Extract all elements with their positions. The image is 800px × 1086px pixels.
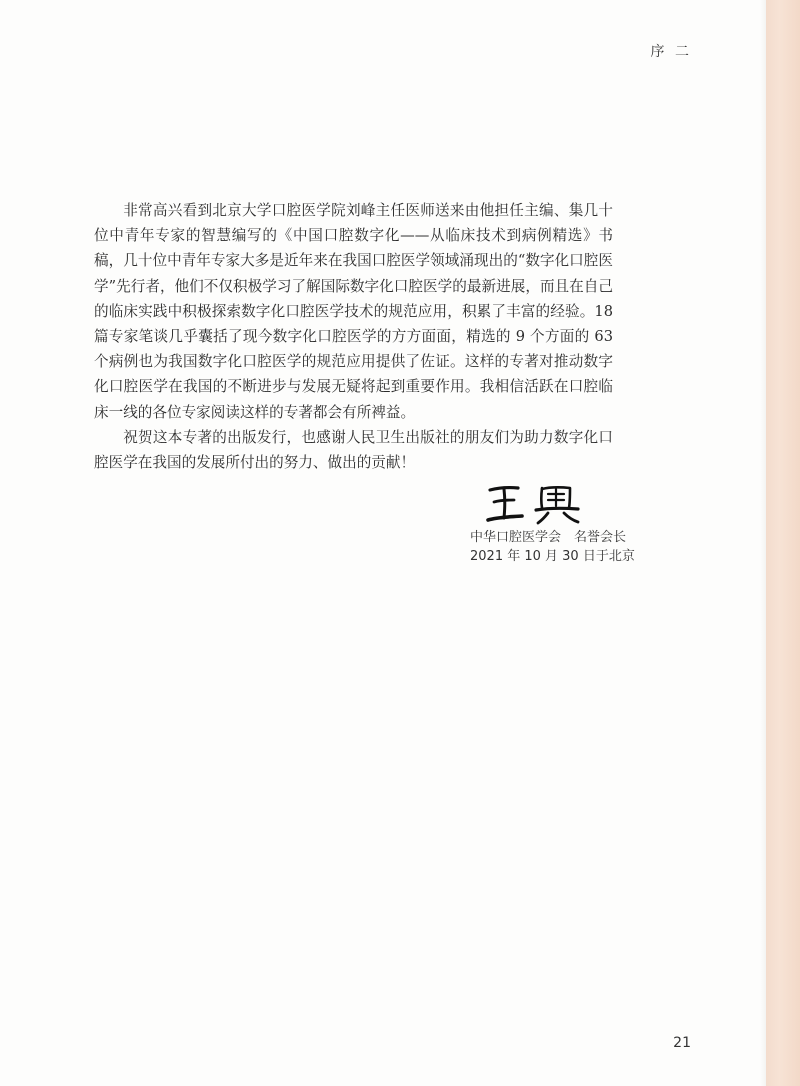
signature-date: 2021 年 10 月 30 日于北京 [470, 549, 635, 564]
paragraph-1: 非常高兴看到北京大学口腔医学院刘峰主任医师送来由他担任主编、集几十位中青年专家的智慧编写的《中国口腔数字化——从临床技术到病例精选》书稿，几十位中青年专家大多是近年来在我国口腔医学领域涌现出的“数字化口腔医学”先行者，他们不仅积极学习了解国际数字化口腔医学的最新进展，而且在自己的临床实践中积极探索数字化口腔医学技术的规范应用，积累了丰富的经验。18 篇专家笔谈几乎囊括了现今数字化口腔医学的方方面面，精选的 9 个方面的 63 个病例也为我国数字化口腔医学的规范应用提供了佐证。这样的专著对推动数字化口腔医学在我国的不断进步与发展无疑将起到重要作用。我相信活跃在口腔临床一线的各位专家阅读这样的专著都会有所裨益。 [94, 202, 613, 421]
signature-affiliation: 中华口腔医学会 名誉会长 [470, 530, 627, 545]
preface-body [94, 198, 613, 475]
page-edge-strip [766, 0, 800, 1086]
page-number: 21 [673, 1035, 691, 1051]
paragraph-2: 祝贺这本专著的出版发行，也感谢人民卫生出版社的朋友们为助力数字化口腔医学在我国的发展所付出的努力、做出的贡献！ [94, 428, 613, 472]
running-head: 序 二 [650, 44, 692, 60]
handwritten-signature [484, 482, 594, 526]
signature-block [470, 528, 635, 566]
